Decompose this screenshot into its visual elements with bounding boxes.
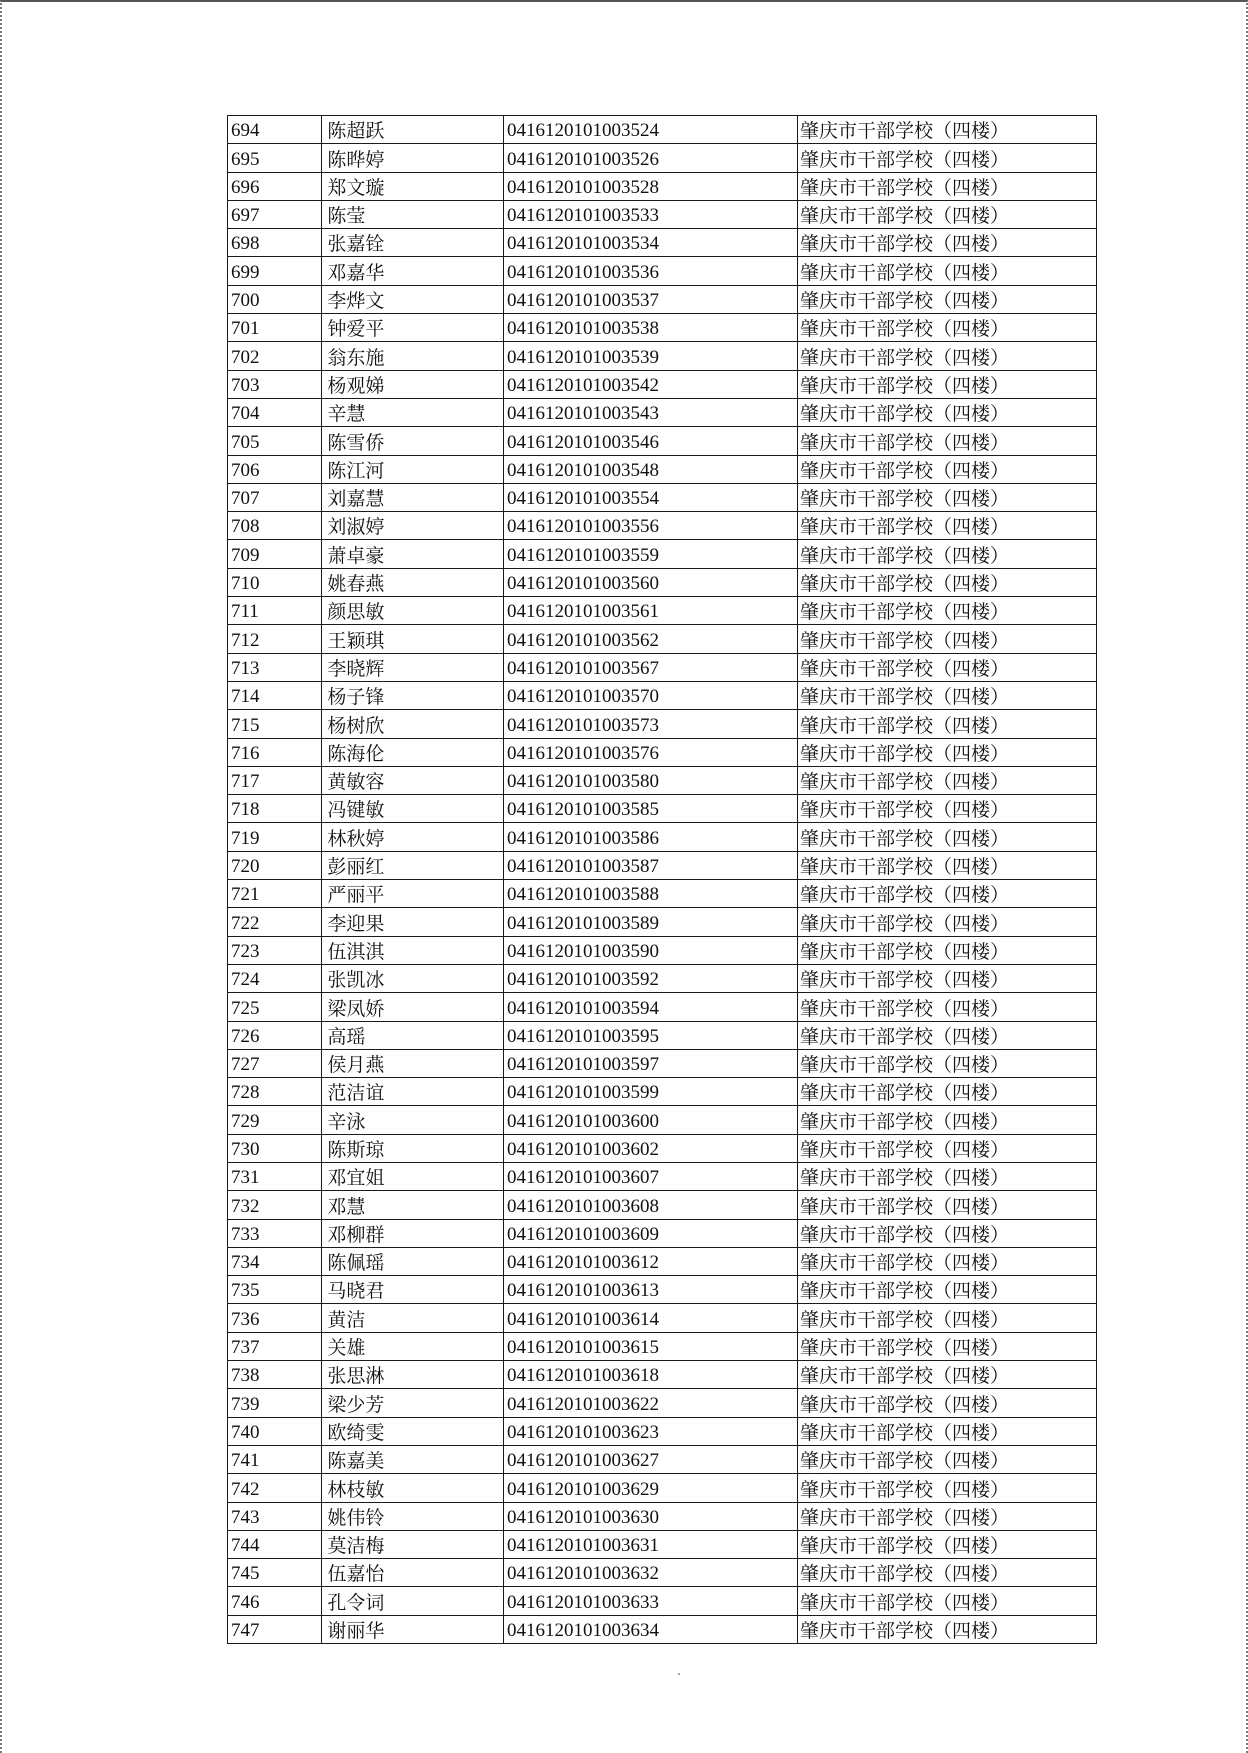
admission-number: 0416120101003632 — [503, 1559, 797, 1587]
admission-number: 0416120101003539 — [503, 342, 797, 370]
exam-site: 肇庆市干部学校（四楼） — [797, 285, 1096, 313]
table-row — [228, 681, 1097, 709]
row-number: 717 — [228, 766, 322, 794]
exam-site: 肇庆市干部学校（四楼） — [797, 710, 1096, 738]
exam-site: 肇庆市干部学校（四楼） — [797, 540, 1096, 568]
candidate-name: 邓慧 — [322, 1191, 504, 1219]
table-row — [228, 1389, 1097, 1417]
admission-number: 0416120101003634 — [503, 1615, 797, 1643]
row-number: 716 — [228, 738, 322, 766]
exam-site: 肇庆市干部学校（四楼） — [797, 483, 1096, 511]
admission-number: 0416120101003607 — [503, 1162, 797, 1190]
exam-site: 肇庆市干部学校（四楼） — [797, 1276, 1096, 1304]
admission-number: 0416120101003592 — [503, 964, 797, 992]
admission-number: 0416120101003585 — [503, 795, 797, 823]
candidate-name: 伍淇淇 — [322, 936, 504, 964]
table-row — [228, 625, 1097, 653]
admission-number: 0416120101003615 — [503, 1332, 797, 1360]
admission-number: 0416120101003597 — [503, 1049, 797, 1077]
row-number: 704 — [228, 398, 322, 426]
table-row — [228, 398, 1097, 426]
admission-number: 0416120101003533 — [503, 200, 797, 228]
candidate-name: 刘淑婷 — [322, 512, 504, 540]
row-number: 742 — [228, 1474, 322, 1502]
row-number: 745 — [228, 1559, 322, 1587]
admission-number: 0416120101003600 — [503, 1106, 797, 1134]
candidate-name: 陈雪侨 — [322, 427, 504, 455]
exam-site: 肇庆市干部学校（四楼） — [797, 625, 1096, 653]
table-row — [228, 1078, 1097, 1106]
table-row — [228, 880, 1097, 908]
table-row — [228, 1332, 1097, 1360]
table-row — [228, 1106, 1097, 1134]
row-number: 733 — [228, 1219, 322, 1247]
admission-number: 0416120101003630 — [503, 1502, 797, 1530]
row-number: 713 — [228, 653, 322, 681]
exam-site: 肇庆市干部学校（四楼） — [797, 795, 1096, 823]
table-row — [228, 512, 1097, 540]
row-number: 708 — [228, 512, 322, 540]
exam-site: 肇庆市干部学校（四楼） — [797, 1361, 1096, 1389]
candidate-name: 李迎果 — [322, 908, 504, 936]
exam-site: 肇庆市干部学校（四楼） — [797, 1502, 1096, 1530]
candidate-name: 马晓君 — [322, 1276, 504, 1304]
admission-number: 0416120101003524 — [503, 116, 797, 144]
candidate-name: 陈佩瑶 — [322, 1247, 504, 1275]
row-number: 694 — [228, 116, 322, 144]
candidate-name: 陈斯琼 — [322, 1134, 504, 1162]
admission-number: 0416120101003528 — [503, 172, 797, 200]
candidate-name: 杨子锋 — [322, 681, 504, 709]
candidate-name: 李烨文 — [322, 285, 504, 313]
admission-number: 0416120101003633 — [503, 1587, 797, 1615]
row-number: 714 — [228, 681, 322, 709]
row-number: 718 — [228, 795, 322, 823]
candidate-name: 谢丽华 — [322, 1615, 504, 1643]
row-number: 722 — [228, 908, 322, 936]
candidate-name: 关雄 — [322, 1332, 504, 1360]
row-number: 737 — [228, 1332, 322, 1360]
candidate-name: 辛泳 — [322, 1106, 504, 1134]
row-number: 697 — [228, 200, 322, 228]
exam-site: 肇庆市干部学校（四楼） — [797, 653, 1096, 681]
row-number: 734 — [228, 1247, 322, 1275]
table-row — [228, 1474, 1097, 1502]
row-number: 700 — [228, 285, 322, 313]
row-number: 735 — [228, 1276, 322, 1304]
exam-site: 肇庆市干部学校（四楼） — [797, 1615, 1096, 1643]
candidate-name: 陈嘉美 — [322, 1445, 504, 1473]
row-number: 695 — [228, 144, 322, 172]
table-row — [228, 1021, 1097, 1049]
candidate-name: 钟爱平 — [322, 314, 504, 342]
candidate-name: 陈晔婷 — [322, 144, 504, 172]
candidate-name: 颜思敏 — [322, 597, 504, 625]
table-row — [228, 116, 1097, 144]
admission-number: 0416120101003573 — [503, 710, 797, 738]
table-row — [228, 597, 1097, 625]
candidate-name: 孔令词 — [322, 1587, 504, 1615]
admission-number: 0416120101003614 — [503, 1304, 797, 1332]
table-row — [228, 1276, 1097, 1304]
admission-number: 0416120101003560 — [503, 568, 797, 596]
candidate-name: 杨观娣 — [322, 370, 504, 398]
row-number: 729 — [228, 1106, 322, 1134]
table-row — [228, 1162, 1097, 1190]
row-number: 698 — [228, 229, 322, 257]
exam-site: 肇庆市干部学校（四楼） — [797, 1559, 1096, 1587]
row-number: 747 — [228, 1615, 322, 1643]
admission-number: 0416120101003559 — [503, 540, 797, 568]
candidate-name: 陈莹 — [322, 200, 504, 228]
candidate-name: 黄洁 — [322, 1304, 504, 1332]
table-row — [228, 200, 1097, 228]
row-number: 705 — [228, 427, 322, 455]
table-row — [228, 710, 1097, 738]
exam-site: 肇庆市干部学校（四楼） — [797, 681, 1096, 709]
candidate-name: 莫洁梅 — [322, 1530, 504, 1558]
candidate-table-body — [228, 116, 1097, 1644]
exam-site: 肇庆市干部学校（四楼） — [797, 1219, 1096, 1247]
candidate-name: 郑文璇 — [322, 172, 504, 200]
exam-site: 肇庆市干部学校（四楼） — [797, 1106, 1096, 1134]
exam-site: 肇庆市干部学校（四楼） — [797, 1530, 1096, 1558]
table-row — [228, 1615, 1097, 1643]
row-number: 696 — [228, 172, 322, 200]
candidate-name: 范洁谊 — [322, 1078, 504, 1106]
admission-number: 0416120101003612 — [503, 1247, 797, 1275]
row-number: 724 — [228, 964, 322, 992]
candidate-name: 王颖琪 — [322, 625, 504, 653]
table-row — [228, 285, 1097, 313]
exam-site: 肇庆市干部学校（四楼） — [797, 1417, 1096, 1445]
admission-number: 0416120101003561 — [503, 597, 797, 625]
row-number: 699 — [228, 257, 322, 285]
table-row — [228, 427, 1097, 455]
table-row — [228, 540, 1097, 568]
admission-number: 0416120101003576 — [503, 738, 797, 766]
exam-site: 肇庆市干部学校（四楼） — [797, 512, 1096, 540]
row-number: 712 — [228, 625, 322, 653]
admission-number: 0416120101003623 — [503, 1417, 797, 1445]
table-row — [228, 795, 1097, 823]
exam-site: 肇庆市干部学校（四楼） — [797, 1078, 1096, 1106]
row-number: 725 — [228, 993, 322, 1021]
table-row — [228, 1445, 1097, 1473]
exam-site: 肇庆市干部学校（四楼） — [797, 1191, 1096, 1219]
admission-number: 0416120101003562 — [503, 625, 797, 653]
row-number: 732 — [228, 1191, 322, 1219]
candidate-name: 梁凤娇 — [322, 993, 504, 1021]
row-number: 741 — [228, 1445, 322, 1473]
candidate-name: 萧卓豪 — [322, 540, 504, 568]
admission-number: 0416120101003588 — [503, 880, 797, 908]
table-row — [228, 1304, 1097, 1332]
exam-site: 肇庆市干部学校（四楼） — [797, 936, 1096, 964]
row-number: 706 — [228, 455, 322, 483]
scan-speck — [678, 1673, 680, 1675]
exam-site: 肇庆市干部学校（四楼） — [797, 1389, 1096, 1417]
admission-number: 0416120101003570 — [503, 681, 797, 709]
exam-site: 肇庆市干部学校（四楼） — [797, 738, 1096, 766]
table-row — [228, 483, 1097, 511]
candidate-table — [227, 115, 1097, 1644]
candidate-name: 刘嘉慧 — [322, 483, 504, 511]
exam-site: 肇庆市干部学校（四楼） — [797, 1332, 1096, 1360]
admission-number: 0416120101003629 — [503, 1474, 797, 1502]
candidate-name: 林秋婷 — [322, 823, 504, 851]
candidate-name: 彭丽红 — [322, 851, 504, 879]
exam-site: 肇庆市干部学校（四楼） — [797, 766, 1096, 794]
row-number: 740 — [228, 1417, 322, 1445]
exam-site: 肇庆市干部学校（四楼） — [797, 908, 1096, 936]
admission-number: 0416120101003609 — [503, 1219, 797, 1247]
admission-number: 0416120101003599 — [503, 1078, 797, 1106]
row-number: 730 — [228, 1134, 322, 1162]
candidate-name: 黄敏容 — [322, 766, 504, 794]
exam-site: 肇庆市干部学校（四楼） — [797, 1587, 1096, 1615]
candidate-name: 翁东施 — [322, 342, 504, 370]
candidate-name: 姚春燕 — [322, 568, 504, 596]
candidate-name: 陈超跃 — [322, 116, 504, 144]
table-row — [228, 936, 1097, 964]
table-row — [228, 738, 1097, 766]
row-number: 711 — [228, 597, 322, 625]
table-row — [228, 314, 1097, 342]
table-row — [228, 568, 1097, 596]
table-row — [228, 823, 1097, 851]
table-row — [228, 653, 1097, 681]
table-row — [228, 1587, 1097, 1615]
admission-number: 0416120101003542 — [503, 370, 797, 398]
exam-site: 肇庆市干部学校（四楼） — [797, 455, 1096, 483]
row-number: 702 — [228, 342, 322, 370]
exam-site: 肇庆市干部学校（四楼） — [797, 144, 1096, 172]
exam-site: 肇庆市干部学校（四楼） — [797, 1049, 1096, 1077]
admission-number: 0416120101003580 — [503, 766, 797, 794]
table-row — [228, 964, 1097, 992]
row-number: 736 — [228, 1304, 322, 1332]
row-number: 731 — [228, 1162, 322, 1190]
row-number: 721 — [228, 880, 322, 908]
exam-site: 肇庆市干部学校（四楼） — [797, 851, 1096, 879]
exam-site: 肇庆市干部学校（四楼） — [797, 597, 1096, 625]
exam-site: 肇庆市干部学校（四楼） — [797, 200, 1096, 228]
candidate-name: 李晓辉 — [322, 653, 504, 681]
row-number: 727 — [228, 1049, 322, 1077]
exam-site: 肇庆市干部学校（四楼） — [797, 398, 1096, 426]
admission-number: 0416120101003595 — [503, 1021, 797, 1049]
exam-site: 肇庆市干部学校（四楼） — [797, 880, 1096, 908]
admission-number: 0416120101003546 — [503, 427, 797, 455]
exam-site: 肇庆市干部学校（四楼） — [797, 964, 1096, 992]
row-number: 715 — [228, 710, 322, 738]
exam-site: 肇庆市干部学校（四楼） — [797, 314, 1096, 342]
row-number: 703 — [228, 370, 322, 398]
table-row — [228, 1530, 1097, 1558]
exam-site: 肇庆市干部学校（四楼） — [797, 427, 1096, 455]
exam-site: 肇庆市干部学校（四楼） — [797, 1134, 1096, 1162]
exam-site: 肇庆市干部学校（四楼） — [797, 1162, 1096, 1190]
row-number: 723 — [228, 936, 322, 964]
exam-site: 肇庆市干部学校（四楼） — [797, 1021, 1096, 1049]
admission-number: 0416120101003587 — [503, 851, 797, 879]
candidate-name: 林枝敏 — [322, 1474, 504, 1502]
table-row — [228, 1134, 1097, 1162]
row-number: 739 — [228, 1389, 322, 1417]
exam-site: 肇庆市干部学校（四楼） — [797, 823, 1096, 851]
row-number: 707 — [228, 483, 322, 511]
row-number: 746 — [228, 1587, 322, 1615]
exam-site: 肇庆市干部学校（四楼） — [797, 229, 1096, 257]
exam-site: 肇庆市干部学校（四楼） — [797, 1247, 1096, 1275]
admission-number: 0416120101003631 — [503, 1530, 797, 1558]
row-number: 744 — [228, 1530, 322, 1558]
candidate-name: 侯月燕 — [322, 1049, 504, 1077]
admission-number: 0416120101003627 — [503, 1445, 797, 1473]
row-number: 719 — [228, 823, 322, 851]
admission-number: 0416120101003543 — [503, 398, 797, 426]
row-number: 709 — [228, 540, 322, 568]
table-row — [228, 766, 1097, 794]
table-row — [228, 1361, 1097, 1389]
table-row — [228, 1502, 1097, 1530]
table-row — [228, 851, 1097, 879]
candidate-name: 邓嘉华 — [322, 257, 504, 285]
table-row — [228, 908, 1097, 936]
table-row — [228, 144, 1097, 172]
candidate-name: 高瑶 — [322, 1021, 504, 1049]
admission-number: 0416120101003526 — [503, 144, 797, 172]
admission-number: 0416120101003622 — [503, 1389, 797, 1417]
candidate-name: 张嘉铨 — [322, 229, 504, 257]
table-row — [228, 1247, 1097, 1275]
exam-site: 肇庆市干部学校（四楼） — [797, 116, 1096, 144]
row-number: 728 — [228, 1078, 322, 1106]
admission-number: 0416120101003538 — [503, 314, 797, 342]
candidate-name: 冯键敏 — [322, 795, 504, 823]
candidate-name: 邓柳群 — [322, 1219, 504, 1247]
row-number: 701 — [228, 314, 322, 342]
exam-site: 肇庆市干部学校（四楼） — [797, 1304, 1096, 1332]
row-number: 710 — [228, 568, 322, 596]
table-row — [228, 1049, 1097, 1077]
candidate-name: 陈江河 — [322, 455, 504, 483]
table-row — [228, 370, 1097, 398]
admission-number: 0416120101003589 — [503, 908, 797, 936]
candidate-name: 张凯冰 — [322, 964, 504, 992]
admission-number: 0416120101003586 — [503, 823, 797, 851]
candidate-name: 梁少芳 — [322, 1389, 504, 1417]
exam-site: 肇庆市干部学校（四楼） — [797, 1445, 1096, 1473]
candidate-name: 陈海伦 — [322, 738, 504, 766]
candidate-name: 邓宜姐 — [322, 1162, 504, 1190]
table-row — [228, 455, 1097, 483]
table-row — [228, 993, 1097, 1021]
exam-site: 肇庆市干部学校（四楼） — [797, 172, 1096, 200]
candidate-name: 张思淋 — [322, 1361, 504, 1389]
exam-site: 肇庆市干部学校（四楼） — [797, 370, 1096, 398]
table-row — [228, 342, 1097, 370]
table-row — [228, 1559, 1097, 1587]
admission-number: 0416120101003548 — [503, 455, 797, 483]
exam-site: 肇庆市干部学校（四楼） — [797, 568, 1096, 596]
exam-site: 肇庆市干部学校（四楼） — [797, 1474, 1096, 1502]
admission-number: 0416120101003536 — [503, 257, 797, 285]
admission-number: 0416120101003554 — [503, 483, 797, 511]
exam-site: 肇庆市干部学校（四楼） — [797, 342, 1096, 370]
admission-number: 0416120101003618 — [503, 1361, 797, 1389]
row-number: 726 — [228, 1021, 322, 1049]
admission-number: 0416120101003613 — [503, 1276, 797, 1304]
candidate-name: 严丽平 — [322, 880, 504, 908]
table-row — [228, 1417, 1097, 1445]
admission-number: 0416120101003556 — [503, 512, 797, 540]
candidate-name: 杨树欣 — [322, 710, 504, 738]
table-row — [228, 257, 1097, 285]
candidate-name: 姚伟铃 — [322, 1502, 504, 1530]
admission-number: 0416120101003608 — [503, 1191, 797, 1219]
exam-site: 肇庆市干部学校（四楼） — [797, 993, 1096, 1021]
table-row — [228, 172, 1097, 200]
table-row — [228, 1191, 1097, 1219]
row-number: 738 — [228, 1361, 322, 1389]
admission-number: 0416120101003567 — [503, 653, 797, 681]
candidate-name: 欧绮雯 — [322, 1417, 504, 1445]
admission-number: 0416120101003537 — [503, 285, 797, 313]
admission-number: 0416120101003594 — [503, 993, 797, 1021]
row-number: 720 — [228, 851, 322, 879]
admission-number: 0416120101003534 — [503, 229, 797, 257]
candidate-name: 伍嘉怡 — [322, 1559, 504, 1587]
table-row — [228, 1219, 1097, 1247]
exam-site: 肇庆市干部学校（四楼） — [797, 257, 1096, 285]
candidate-name: 辛慧 — [322, 398, 504, 426]
admission-number: 0416120101003602 — [503, 1134, 797, 1162]
table-row — [228, 229, 1097, 257]
admission-number: 0416120101003590 — [503, 936, 797, 964]
row-number: 743 — [228, 1502, 322, 1530]
